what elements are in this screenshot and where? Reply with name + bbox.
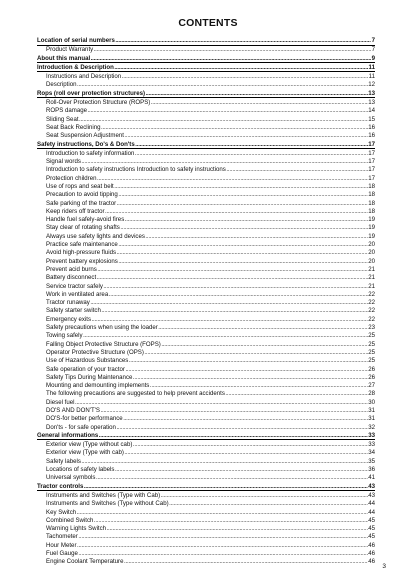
toc-entry — [37, 266, 375, 274]
toc-entry-page: 43 — [368, 491, 375, 499]
toc-entry-label: General informations — [37, 431, 99, 439]
toc-entry — [37, 291, 375, 299]
toc-entry — [37, 183, 375, 191]
toc-entry-page: 34 — [368, 449, 375, 457]
toc-entry-label: Exterior view (Type without cab) — [46, 441, 133, 449]
toc-entry-page: 41 — [368, 474, 375, 482]
toc-entry-label: Engine Coolant Temperature — [46, 558, 124, 566]
toc-entry-page: 20 — [368, 257, 375, 265]
toc-entry — [37, 200, 375, 208]
dot-leader — [84, 483, 368, 491]
dot-leader — [101, 307, 367, 315]
toc-entry-label: Work in ventilated area — [46, 290, 109, 298]
toc-entry-label: Prevent acid burns — [46, 265, 97, 273]
toc-entry — [37, 366, 375, 374]
toc-entry-page: 7 — [371, 46, 375, 54]
page-number: 3 — [382, 563, 386, 570]
toc-entry-page: 17 — [368, 166, 375, 174]
toc-entry-page: 25 — [368, 348, 375, 356]
toc-entry-label: Stay clear of rotating shafts — [46, 224, 120, 232]
dot-leader — [124, 558, 368, 566]
toc-entry-label: Safety precautions when using the loader — [46, 324, 158, 332]
toc-entry-page: 20 — [368, 249, 375, 257]
toc-entry-page: 13 — [368, 89, 375, 97]
dot-leader — [150, 382, 368, 390]
toc-entry-page: 44 — [368, 508, 375, 516]
toc-entry — [37, 258, 375, 266]
toc-entry-page: 17 — [368, 149, 375, 157]
dot-leader — [78, 550, 367, 558]
toc-entry-page: 33 — [368, 431, 375, 439]
dot-leader — [96, 474, 368, 482]
toc-entry — [37, 116, 375, 124]
toc-entry — [37, 441, 375, 449]
dot-leader — [97, 274, 368, 282]
page-title: CONTENTS — [178, 17, 238, 29]
toc-entry-label: Description — [46, 81, 77, 89]
toc-entry-page: 25 — [368, 340, 375, 348]
toc-entry-label: Hour Meter — [46, 541, 77, 549]
dot-leader — [78, 533, 367, 541]
dot-leader — [169, 500, 368, 508]
toc-entry — [37, 124, 375, 132]
toc-entry-page: 45 — [368, 533, 375, 541]
toc-entry-page: 12 — [368, 81, 375, 89]
dot-leader — [161, 492, 368, 500]
dot-leader — [115, 466, 368, 474]
toc-entry-label: Use of rops and seat belt — [46, 182, 114, 190]
toc-entry-page: 28 — [368, 390, 375, 398]
dot-leader — [103, 283, 367, 291]
toc-entry — [37, 517, 375, 525]
dot-leader — [91, 55, 371, 63]
toc-entry — [37, 509, 375, 517]
toc-entry-label: Instruments and Switches (Type without Cab) — [46, 500, 169, 508]
toc-entry-page: 18 — [368, 182, 375, 190]
dot-leader — [77, 509, 368, 517]
toc-entry-page: 17 — [368, 174, 375, 182]
toc-section-entry — [37, 55, 375, 64]
toc-entry — [37, 533, 375, 541]
toc-entry-label: Introduction to safety information — [46, 149, 135, 157]
dot-leader — [133, 441, 368, 449]
dot-leader — [99, 432, 368, 440]
toc-entry-page: 46 — [368, 550, 375, 557]
toc-entry — [37, 208, 375, 216]
toc-entry — [37, 399, 375, 407]
toc-entry-page: 18 — [368, 191, 375, 199]
toc-entry-label: Towing safely — [46, 332, 83, 340]
toc-entry-page: 19 — [368, 216, 375, 224]
toc-entry-page: 46 — [368, 541, 375, 549]
toc-entry — [37, 107, 375, 115]
toc-entry — [37, 492, 375, 500]
toc-entry-label: Instruments and Switches (Type with Cab) — [46, 491, 161, 499]
dot-leader — [114, 64, 368, 72]
dot-leader — [87, 107, 367, 115]
toc-entry-label: Exterior view (Type with cab) — [46, 449, 124, 457]
dot-leader — [77, 542, 368, 550]
dot-leader — [81, 458, 367, 466]
toc-entry-label: Diesel fuel — [46, 398, 75, 406]
toc-entry — [37, 542, 375, 550]
toc-entry — [37, 241, 375, 249]
toc-entry-page: 21 — [368, 282, 375, 290]
toc-entry — [37, 550, 375, 558]
toc-entry — [37, 390, 375, 398]
dot-leader — [116, 424, 367, 432]
toc-section-entry — [37, 90, 375, 99]
table-of-contents — [37, 37, 375, 567]
dot-leader — [124, 449, 367, 457]
toc-entry — [37, 73, 375, 81]
toc-entry — [37, 224, 375, 232]
toc-entry-page: 21 — [368, 265, 375, 273]
toc-entry-label: Use of Hazardous Substances — [46, 357, 129, 365]
toc-entry-page: 19 — [368, 224, 375, 232]
toc-entry-label: Tachometer — [46, 533, 78, 541]
toc-entry-label: Sliding Seat — [46, 115, 79, 123]
toc-entry — [37, 424, 375, 432]
toc-entry-page: 27 — [368, 382, 375, 390]
toc-entry-label: Battery disconnect — [46, 274, 97, 282]
dot-leader — [97, 175, 368, 183]
toc-entry — [37, 249, 375, 257]
dot-leader — [123, 415, 368, 423]
toc-entry-label: Universal symbols — [46, 474, 96, 482]
dot-leader — [115, 37, 371, 45]
toc-entry-label: ROPS damage — [46, 107, 87, 115]
toc-entry-label: Practice safe maintenance — [46, 241, 118, 249]
toc-entry — [37, 46, 375, 54]
toc-entry-label: Safe parking of the tractor — [46, 199, 117, 207]
toc-entry-page: 44 — [368, 500, 375, 508]
toc-entry — [37, 415, 375, 423]
toc-entry-page: 13 — [368, 99, 375, 107]
toc-entry — [37, 474, 375, 482]
toc-entry-label: Introduction to safety instructions Introduction to safety instructions — [46, 166, 226, 174]
toc-entry-page: 17 — [368, 140, 375, 148]
toc-entry-page: 16 — [368, 123, 375, 131]
dot-leader — [125, 216, 368, 224]
toc-entry-label: Safety Tips During Maintenance — [46, 373, 133, 381]
toc-entry-page: 9 — [371, 54, 375, 62]
dot-leader — [120, 224, 367, 232]
toc-entry-page: 36 — [368, 466, 375, 474]
toc-entry-page: 23 — [368, 324, 375, 332]
toc-entry-page: 20 — [368, 241, 375, 249]
toc-entry-page: 21 — [368, 274, 375, 282]
toc-entry-label: Seat Back Reclining — [46, 123, 101, 131]
dot-leader — [158, 324, 367, 332]
dot-leader — [124, 132, 367, 140]
toc-entry-page: 25 — [368, 332, 375, 340]
toc-entry-label: Roll-Over Protection Structure (ROPS) — [46, 99, 151, 107]
toc-entry-label: Safety starter switch — [46, 307, 101, 315]
toc-entry-label: Always use safety lights and devices — [46, 232, 145, 240]
toc-entry-page: 45 — [368, 525, 375, 533]
dot-leader — [118, 258, 367, 266]
toc-entry-label: DO'S AND DON'T'S — [46, 406, 100, 414]
toc-entry-label: Instructions and Description — [46, 73, 122, 81]
toc-entry — [37, 558, 375, 566]
toc-entry-page: 7 — [371, 37, 375, 44]
toc-entry — [37, 283, 375, 291]
toc-entry — [37, 99, 375, 107]
dot-leader — [94, 517, 368, 525]
dot-leader — [83, 332, 368, 340]
toc-entry — [37, 150, 375, 158]
dot-leader — [100, 407, 367, 415]
toc-entry-page: 33 — [368, 441, 375, 449]
dot-leader — [117, 200, 368, 208]
toc-entry — [37, 233, 375, 241]
toc-entry-page: 14 — [368, 107, 375, 115]
toc-entry-page: 11 — [368, 73, 375, 81]
toc-entry-label: Seat Suspension Adjustment — [46, 132, 124, 140]
toc-entry — [37, 357, 375, 365]
toc-entry-page: 32 — [368, 423, 375, 431]
dot-leader — [118, 241, 367, 249]
dot-leader — [125, 366, 367, 374]
dot-leader — [81, 158, 367, 166]
dot-leader — [114, 183, 367, 191]
toc-entry-label: Introduction & Description — [37, 63, 114, 71]
toc-entry-label: Service tractor safely — [46, 282, 103, 290]
toc-entry-page: 35 — [368, 457, 375, 465]
dot-leader — [75, 399, 368, 407]
toc-entry-label: Operator Protective Structure (OPS) — [46, 348, 144, 356]
toc-entry — [37, 132, 375, 140]
toc-entry-page: 26 — [368, 365, 375, 373]
dot-leader — [107, 525, 368, 533]
toc-section-entry — [37, 432, 375, 441]
toc-entry — [37, 216, 375, 224]
toc-entry — [37, 324, 375, 332]
toc-entry-page: 31 — [368, 415, 375, 423]
toc-entry — [37, 382, 375, 390]
dot-leader — [135, 150, 368, 158]
dot-leader — [122, 73, 368, 81]
dot-leader — [135, 141, 368, 149]
dot-leader — [144, 349, 367, 357]
dot-leader — [90, 299, 367, 307]
toc-entry — [37, 299, 375, 307]
dot-leader — [118, 191, 367, 199]
toc-entry-page: 15 — [368, 115, 375, 123]
toc-entry-label: Don'ts - for safe operation — [46, 423, 116, 431]
toc-entry-label: Product Warranty — [46, 46, 94, 54]
toc-entry-label: Tractor controls — [37, 482, 84, 490]
toc-entry-page: 45 — [368, 516, 375, 524]
toc-entry-label: Keep riders off tractor — [46, 207, 105, 215]
toc-entry-page: 22 — [368, 290, 375, 298]
toc-entry-label: Location of serial numbers — [37, 37, 115, 44]
toc-entry-label: DO'S-for better performance — [46, 415, 123, 423]
toc-entry-label: About this manual — [37, 54, 91, 62]
toc-entry-page: 19 — [368, 232, 375, 240]
toc-entry — [37, 500, 375, 508]
toc-entry-label: Rops (roll over protection structures) — [37, 89, 146, 97]
toc-section-entry — [37, 141, 375, 150]
toc-entry-page: 22 — [368, 299, 375, 307]
toc-entry-label: Safety labels — [46, 457, 81, 465]
toc-entry — [37, 458, 375, 466]
toc-entry-label: Protection children — [46, 174, 97, 182]
toc-entry-label: Precaution to avoid tipping — [46, 191, 118, 199]
toc-entry — [37, 407, 375, 415]
dot-leader — [105, 208, 368, 216]
toc-entry-page: 25 — [368, 357, 375, 365]
toc-entry — [37, 349, 375, 357]
toc-entry-label: Emergency exits — [46, 315, 92, 323]
dot-leader — [145, 233, 367, 241]
dot-leader — [101, 124, 368, 132]
toc-entry-label: Safety instructions, Do's & Don'ts — [37, 140, 135, 148]
toc-entry-label: Avoid high-pressure fluids — [46, 249, 117, 257]
dot-leader — [129, 357, 368, 365]
toc-entry-label: Safe operation of your tractor — [46, 365, 125, 373]
toc-entry-page: 11 — [368, 63, 375, 71]
toc-entry-page: 17 — [368, 158, 375, 166]
toc-entry-label: Prevent battery explosions — [46, 257, 118, 265]
toc-section-entry — [37, 37, 375, 46]
toc-entry-label: The following precautions are suggested to help prevent accidents — [46, 390, 225, 398]
toc-entry-label: Combined Switch — [46, 516, 94, 524]
toc-entry-label: Falling Object Protective Structure (FOPS) — [46, 340, 161, 348]
toc-entry-page: 26 — [368, 373, 375, 381]
dot-leader — [117, 249, 368, 257]
toc-entry-label: Mounting and demounting implements — [46, 382, 150, 390]
toc-entry-label: Key Switch — [46, 508, 77, 516]
toc-entry-label: Handle fuel safely-avoid fires — [46, 216, 125, 224]
toc-entry-label: Signal words — [46, 158, 81, 166]
dot-leader — [94, 46, 371, 54]
toc-entry-page: 18 — [368, 207, 375, 215]
toc-entry — [37, 166, 375, 174]
toc-entry — [37, 158, 375, 166]
toc-entry-page: 22 — [368, 307, 375, 315]
toc-entry — [37, 307, 375, 315]
toc-entry — [37, 374, 375, 382]
toc-entry — [37, 332, 375, 340]
toc-entry — [37, 449, 375, 457]
toc-entry — [37, 175, 375, 183]
toc-entry-label: Warning Lights Switch — [46, 525, 107, 533]
toc-entry-page: 30 — [368, 398, 375, 406]
dot-leader — [133, 374, 368, 382]
dot-leader — [161, 341, 367, 349]
dot-leader — [79, 116, 368, 124]
toc-entry — [37, 274, 375, 282]
toc-entry-page: 31 — [368, 406, 375, 414]
toc-entry-page: 22 — [368, 315, 375, 323]
dot-leader — [226, 166, 367, 174]
toc-entry — [37, 466, 375, 474]
toc-section-entry — [37, 483, 375, 492]
dot-leader — [225, 390, 367, 398]
toc-entry-label: Locations of safety labels — [46, 466, 115, 474]
toc-entry-label: Fuel Gauge — [46, 550, 78, 557]
toc-entry-page: 16 — [368, 132, 375, 140]
toc-section-entry — [37, 64, 375, 73]
toc-entry — [37, 525, 375, 533]
dot-leader — [92, 316, 368, 324]
dot-leader — [77, 81, 368, 89]
toc-entry — [37, 316, 375, 324]
dot-leader — [109, 291, 368, 299]
toc-entry-page: 18 — [368, 199, 375, 207]
dot-leader — [151, 99, 368, 107]
dot-leader — [146, 90, 368, 98]
toc-entry — [37, 191, 375, 199]
toc-entry-label: Tractor runaway — [46, 299, 90, 307]
toc-entry — [37, 81, 375, 89]
dot-leader — [97, 266, 367, 274]
toc-entry-page: 46 — [368, 558, 375, 566]
toc-entry-page: 43 — [368, 482, 375, 490]
toc-entry — [37, 341, 375, 349]
